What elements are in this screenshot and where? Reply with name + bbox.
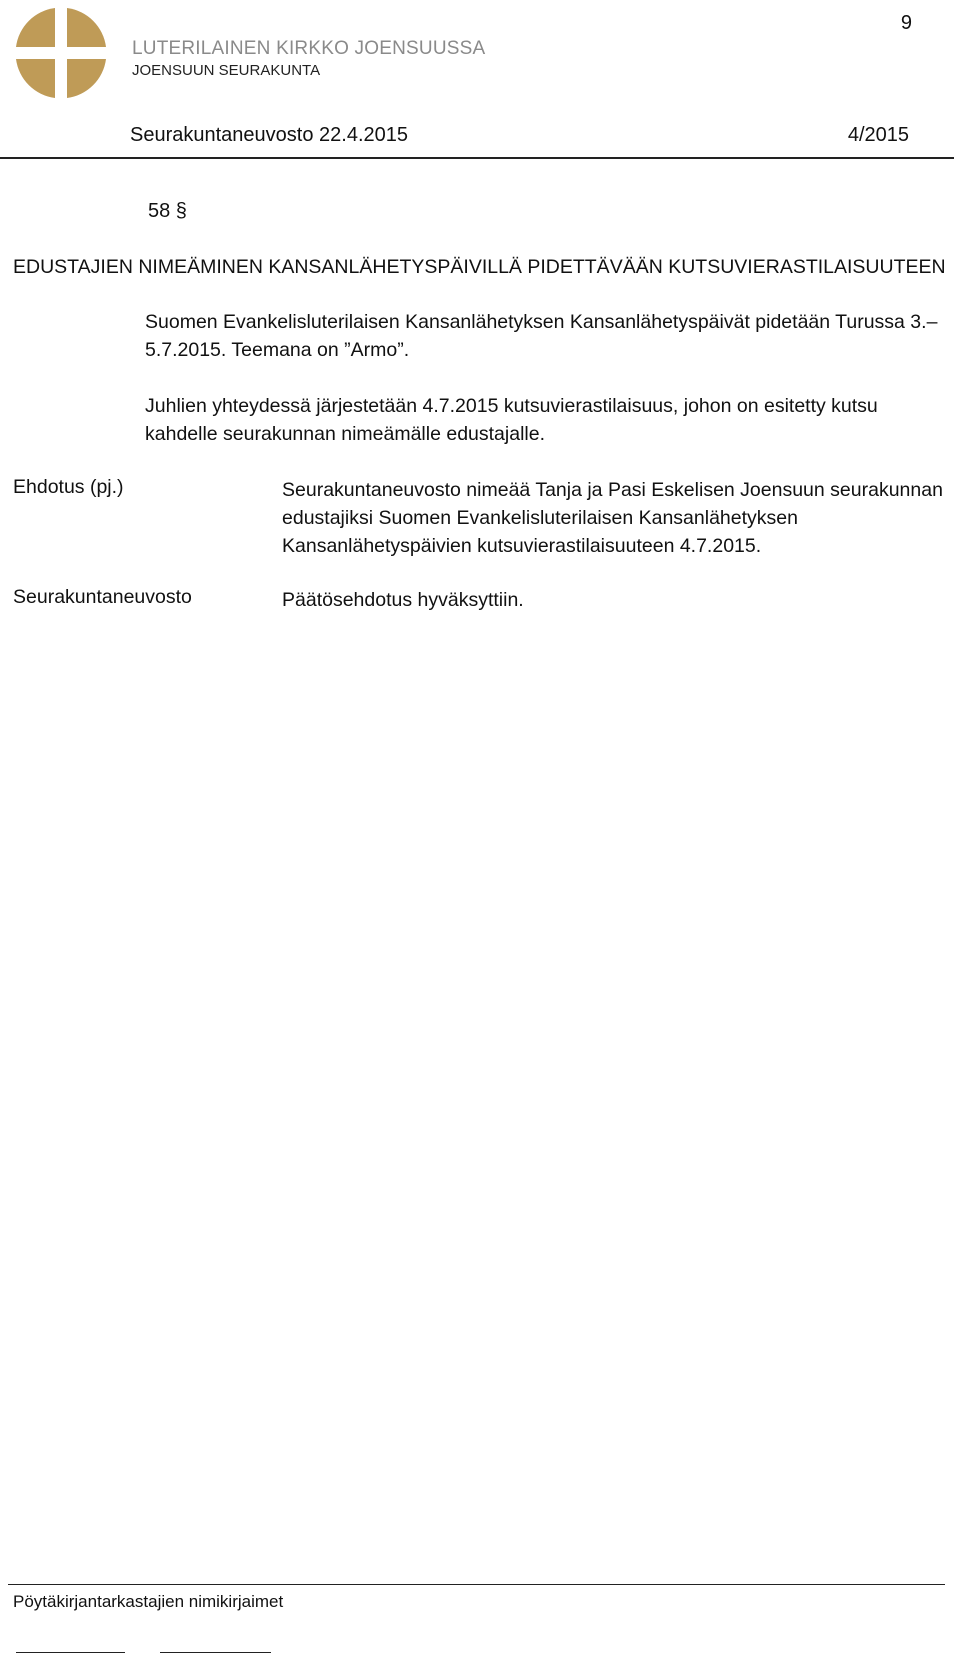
decision-label: Seurakuntaneuvosto (13, 586, 192, 608)
paragraph: Juhlien yhteydessä järjestetään 4.7.2015 kutsuvierastilaisuus, johon on esitetty kutsu kahdelle seurakunnan nimeämälle edustajalle. (145, 395, 878, 445)
organization-name: LUTERILAINEN KIRKKO JOENSUUSSA (132, 38, 486, 59)
proposal-text: Seurakuntaneuvosto nimeää Tanja ja Pasi Eskelisen Joensuun seurakunnan edustajiksi Suomen Evankelisluterilaisen Kansanlähetyksen Kansanlähetyspäivien kutsuvierastilaisuuteen 4.7.2015. (282, 479, 943, 557)
meeting-number: 4/2015 (847, 124, 909, 146)
proposal-label: Ehdotus (pj.) (13, 476, 124, 498)
page-number: 9 (900, 12, 912, 34)
signature-line (16, 1652, 125, 1653)
organization-unit: JOENSUUN SEURAKUNTA (132, 62, 321, 79)
meeting-title: Seurakuntaneuvosto 22.4.2015 (130, 124, 408, 146)
footer-divider (8, 1584, 945, 1585)
decision-text: Päätösehdotus hyväksyttiin. (282, 589, 524, 611)
section-number: 58 § (148, 200, 187, 222)
church-logo (14, 6, 108, 100)
footer-label: Pöytäkirjantarkastajien nimikirjaimet (13, 1592, 284, 1611)
header-divider (0, 157, 954, 159)
section-heading: EDUSTAJIEN NIMEÄMINEN KANSANLÄHETYSPÄIVILLÄ PIDETTÄVÄÄN KUTSUVIERASTILAISUUTEEN (13, 256, 946, 278)
paragraph: Suomen Evankelisluterilaisen Kansanlähetyksen Kansanlähetyspäivät pidetään Turussa 3.–5.7.2015. Teemana on ”Armo”. (145, 311, 938, 361)
signature-line (160, 1652, 271, 1653)
